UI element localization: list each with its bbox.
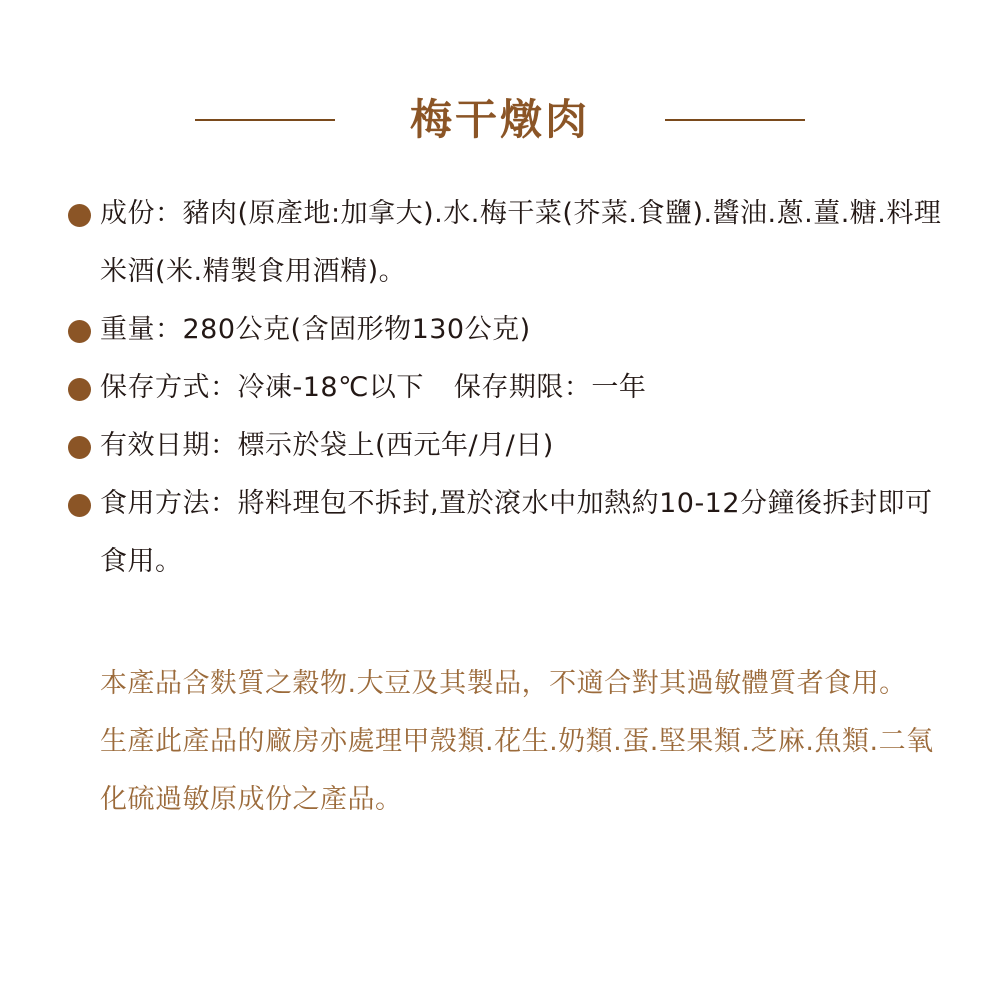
usage-text: 食用方法：將料理包不拆封,置於滾水中加熱約10-12分鐘後拆封即可食用。 [100,488,933,577]
expiry-text: 有效日期：標示於袋上(西元年/月/日) [100,430,554,461]
title-row [0,92,1000,152]
storage-method-text: 保存方式：冷凍-18℃以下 [100,372,424,403]
info-item-usage [68,475,948,591]
info-item-storage [68,359,948,417]
title-line-right [665,119,805,121]
allergen-note-2: 生產此產品的廠房亦處理甲殼類.花生.奶類.蛋.堅果類.芝麻.魚類.二氧化硫過敏原成份之產品。 [100,726,934,815]
bullet-dot [68,378,91,401]
weight-text: 重量：280公克(含固形物130公克) [100,314,531,345]
bullet-dot [68,436,91,459]
bullet-dot [68,494,91,517]
info-item-expiry [68,417,948,475]
info-item-ingredients [68,185,948,301]
page-title: 梅干燉肉 [409,95,590,144]
info-item-weight [68,301,948,359]
allergen-notes [100,655,950,829]
bullet-dot [68,320,91,343]
shelf-life-text: 保存期限：一年 [453,372,647,403]
product-info-list [68,185,948,591]
bullet-dot [68,204,91,227]
allergen-note-1: 本產品含麩質之穀物.大豆及其製品，不適合對其過敏體質者食用。 [100,668,907,699]
ingredients-text: 成份：豬肉(原產地:加拿大).水.梅干菜(芥菜.食鹽).醬油.蔥.薑.糖.料理米酒(米.精製食用酒精)。 [100,198,942,287]
